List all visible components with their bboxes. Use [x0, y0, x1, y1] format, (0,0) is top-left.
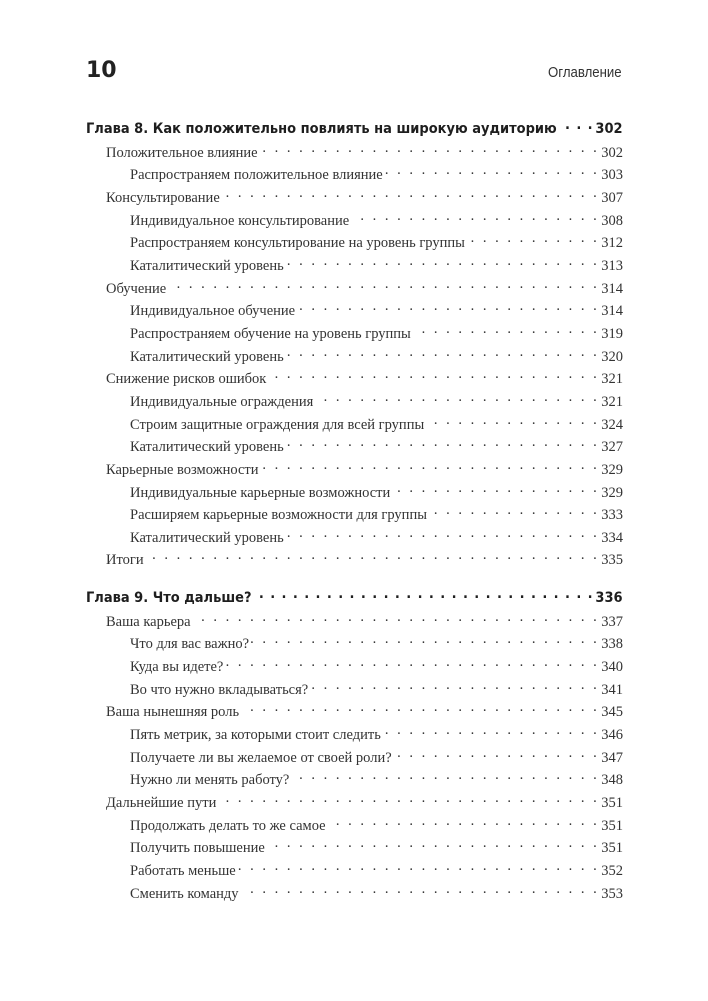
- toc-entry-page: 308: [601, 212, 623, 229]
- toc-entry-page: 346: [601, 726, 623, 743]
- toc-entry-page: 312: [601, 235, 623, 252]
- toc-entry-page: 327: [601, 439, 623, 456]
- toc-entry-title: Индивидуальные карьерные возможности: [130, 484, 391, 501]
- dot-leader: [146, 547, 600, 564]
- dot-leader: [351, 208, 599, 225]
- dot-leader: [394, 745, 600, 762]
- toc-entry-page: 351: [601, 840, 623, 857]
- toc-entry-title: Снижение рисков ошибок: [106, 371, 267, 388]
- dot-leader: [286, 525, 600, 542]
- toc-subsection[interactable]: [86, 208, 623, 231]
- toc-subsection[interactable]: [86, 767, 623, 790]
- toc-entry-page: 307: [601, 189, 623, 206]
- toc-entry-title: Пять метрик, за которыми стоит следить: [130, 726, 381, 743]
- toc-entry-title: Индивидуальные ограждения: [130, 393, 314, 410]
- toc-entry-page: 353: [601, 885, 623, 902]
- dot-leader: [260, 140, 600, 157]
- toc-entry-title: Распространяем консультирование на уровень группы: [130, 235, 465, 252]
- toc-entry-page: 320: [601, 348, 623, 365]
- dot-leader: [267, 835, 599, 852]
- dot-leader: [286, 434, 600, 451]
- toc-subsection[interactable]: [86, 480, 623, 503]
- toc-subsection[interactable]: [86, 321, 623, 344]
- toc-entry-page: 351: [601, 794, 623, 811]
- toc-subsection[interactable]: [86, 434, 623, 457]
- dot-leader: [328, 813, 600, 830]
- toc-entry-title: Каталитический уровень: [130, 529, 284, 546]
- toc-subsection[interactable]: [86, 677, 623, 700]
- toc-section[interactable]: [86, 185, 623, 208]
- toc-section[interactable]: [86, 140, 623, 163]
- toc-entry-title: Продолжать делать то же самое: [130, 817, 326, 834]
- dot-leader: [426, 412, 599, 429]
- toc-entry-page: 348: [601, 772, 623, 789]
- toc-entry-page: 334: [601, 529, 623, 546]
- toc-subsection[interactable]: [86, 525, 623, 548]
- toc-entry-title: Дальнейшие пути: [106, 794, 217, 811]
- toc-entry-title: Итоги: [106, 552, 144, 569]
- toc-subsection[interactable]: [86, 835, 623, 858]
- toc-entry-title: Расширяем карьерные возможности для группы: [130, 507, 427, 524]
- toc-entry-page: 321: [601, 371, 623, 388]
- toc-entry-page: 336: [595, 590, 623, 606]
- toc-subsection[interactable]: [86, 298, 623, 321]
- toc-section[interactable]: [86, 790, 623, 813]
- dot-leader: [413, 321, 599, 338]
- toc-entry-page: 314: [601, 303, 623, 320]
- dot-leader: [286, 344, 600, 361]
- toc-subsection[interactable]: [86, 230, 623, 253]
- dot-leader: [193, 609, 600, 626]
- toc-entry-page: 329: [601, 461, 623, 478]
- toc-entry-title: Строим защитные ограждения для всей группы: [130, 416, 425, 433]
- dot-leader: [383, 722, 599, 739]
- toc-entry-page: 313: [601, 257, 623, 274]
- toc-entry-title: Положительное влияние: [106, 144, 258, 161]
- toc-chapter-8: [86, 117, 623, 570]
- toc-section[interactable]: [86, 609, 623, 632]
- toc-subsection[interactable]: [86, 631, 623, 654]
- toc-entry-page: 351: [601, 817, 623, 834]
- dot-leader: [241, 699, 599, 716]
- dot-leader: [168, 276, 599, 293]
- toc-entry-page: 352: [601, 862, 623, 879]
- dot-leader: [241, 881, 600, 898]
- toc-entry-page: 324: [601, 416, 623, 433]
- toc-entry-title: Индивидуальное обучение: [130, 303, 296, 320]
- toc-entry-title: Работать меньше: [130, 862, 236, 879]
- dot-leader: [238, 858, 600, 875]
- toc-entry-title: Глава 8. Как положительно повлиять на широкую аудиторию: [86, 121, 557, 137]
- toc-entry-page: 329: [601, 484, 623, 501]
- dot-leader: [253, 586, 593, 602]
- toc-chapter-heading[interactable]: [86, 586, 623, 609]
- toc-subsection[interactable]: [86, 813, 623, 836]
- toc-entry-title: Во что нужно вкладываться?: [130, 681, 309, 698]
- running-title: Оглавление: [548, 64, 622, 81]
- dot-leader: [286, 253, 600, 270]
- toc-entry-title: Консультирование: [106, 189, 220, 206]
- toc-entry-title: Распространяем положительное влияние: [130, 167, 383, 184]
- toc-section[interactable]: [86, 699, 623, 722]
- dot-leader: [291, 767, 599, 784]
- toc-entry-page: 341: [601, 681, 623, 698]
- toc-entry-title: Что для вас важно?: [130, 636, 250, 653]
- toc-subsection[interactable]: [86, 745, 623, 768]
- dot-leader: [218, 790, 599, 807]
- toc-subsection[interactable]: [86, 502, 623, 525]
- toc-entry-title: Получить повышение: [130, 840, 265, 857]
- dot-leader: [268, 366, 599, 383]
- toc-entry-title: Обучение: [106, 280, 167, 297]
- toc-entry-title: Ваша нынешняя роль: [106, 704, 240, 721]
- toc-entry-page: 302: [601, 144, 623, 161]
- toc-entry-title: Распространяем обучение на уровень группы: [130, 325, 411, 342]
- toc-entry-title: Куда вы идете?: [130, 658, 224, 675]
- dot-leader: [310, 677, 599, 694]
- toc-entry-page: 345: [601, 704, 623, 721]
- toc-entry-title: Индивидуальное консультирование: [130, 212, 350, 229]
- toc-entry-page: 347: [601, 749, 623, 766]
- toc-entry-title: Глава 9. Что дальше?: [86, 590, 252, 606]
- toc-chapter-heading[interactable]: [86, 117, 623, 140]
- toc-entry-page: 303: [601, 167, 623, 184]
- toc-subsection[interactable]: [86, 858, 623, 881]
- toc-subsection[interactable]: [86, 881, 623, 904]
- toc-subsection[interactable]: [86, 722, 623, 745]
- dot-leader: [315, 389, 599, 406]
- dot-leader: [222, 185, 599, 202]
- toc-entry-title: Сменить команду: [130, 885, 239, 902]
- toc-entry-title: Ваша карьера: [106, 613, 191, 630]
- toc-section[interactable]: [86, 276, 623, 299]
- toc-entry-title: Получаете ли вы желаемое от своей роли?: [130, 749, 392, 766]
- toc-subsection[interactable]: [86, 162, 623, 185]
- page-number: 10: [86, 58, 117, 83]
- toc-entry-page: 340: [601, 658, 623, 675]
- toc-entry-title: Нужно ли менять работу?: [130, 772, 290, 789]
- toc-subsection[interactable]: [86, 389, 623, 412]
- toc-subsection[interactable]: [86, 253, 623, 276]
- toc-chapter-9: [86, 586, 623, 903]
- toc-entry-title: Каталитический уровень: [130, 257, 284, 274]
- toc-entry-page: 314: [601, 280, 623, 297]
- toc-entry-title: Карьерные возможности: [106, 461, 259, 478]
- toc-entry-page: 335: [601, 552, 623, 569]
- dot-leader: [261, 457, 600, 474]
- toc-entry-title: Каталитический уровень: [130, 439, 284, 456]
- dot-leader: [559, 117, 594, 133]
- dot-leader: [385, 162, 600, 179]
- toc-subsection[interactable]: [86, 654, 623, 677]
- toc-entry-page: 338: [601, 636, 623, 653]
- toc-section[interactable]: [86, 457, 623, 480]
- toc-entry-page: 319: [601, 325, 623, 342]
- dot-leader: [467, 230, 599, 247]
- toc-section[interactable]: [86, 547, 623, 570]
- dot-leader: [297, 298, 599, 315]
- dot-leader: [429, 502, 599, 519]
- toc-subsection[interactable]: [86, 344, 623, 367]
- toc-entry-page: 337: [601, 613, 623, 630]
- toc-entry-page: 302: [595, 121, 623, 137]
- toc-subsection[interactable]: [86, 412, 623, 435]
- toc-entry-page: 333: [601, 507, 623, 524]
- toc-entry-title: Каталитический уровень: [130, 348, 284, 365]
- dot-leader: [392, 480, 599, 497]
- toc-entry-page: 321: [601, 393, 623, 410]
- dot-leader: [251, 631, 599, 648]
- dot-leader: [225, 654, 599, 671]
- toc-section[interactable]: [86, 366, 623, 389]
